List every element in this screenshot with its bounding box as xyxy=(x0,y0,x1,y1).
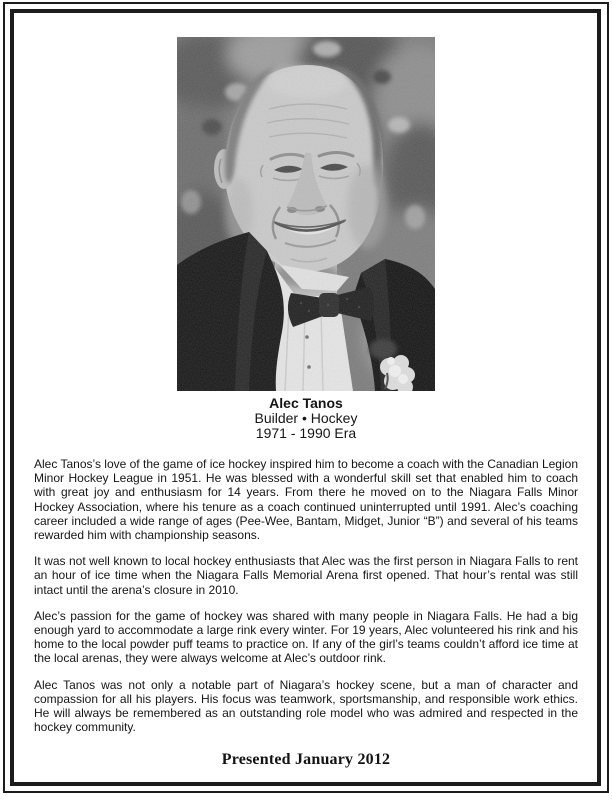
inductee-category: Builder • Hockey xyxy=(254,410,358,426)
biography-text xyxy=(34,457,578,734)
portrait-photo-graphic xyxy=(177,37,435,391)
portrait-photo xyxy=(177,37,435,391)
page-content xyxy=(34,14,578,781)
bio-paragraph-1: Alec Tanos’s love of the game of ice hockey inspired him to become a coach with the Canadian Legion Minor Hockey League in 1951. He was blessed with a wonderful skill set that enabled him to coach with great joy and enthusiasm for 14 years. From there he moved on to the Niagara Falls Minor Hockey Association, where his tenure as a coach continued uninterrupted until 1991. Alec’s coaching career included a wide range of ages (Pee-Wee, Bantam, Midget, Junior “B”) and several of his teams rewarded him with championship seasons. xyxy=(34,457,578,543)
bio-paragraph-2: It was not well known to local hockey enthusiasts that Alec was the first person in Niagara Falls to rent an hour of ice time when the Niagara Falls Memorial Arena first opened. That hour’s rental was still intact until the arena’s closure in 2010. xyxy=(34,554,578,597)
title-block xyxy=(34,396,578,441)
inductee-name: Alec Tanos xyxy=(269,395,343,411)
bio-paragraph-3: Alec’s passion for the game of hockey was shared with many people in Niagara Falls. He had a big enough yard to accommodate a large rink every winter. For 19 years, Alec volunteered his rink and his home to the local powder puff teams to practice on. If any of the girl’s teams couldn’t afford ice time at the local arenas, they were always welcome at Alec’s outdoor rink. xyxy=(34,608,578,666)
presented-date: Presented January 2012 xyxy=(221,751,391,768)
inductee-era: 1971 - 1990 Era xyxy=(255,425,357,441)
bio-paragraph-4: Alec Tanos was not only a notable part of Niagara’s hockey scene, but a man of character and compassion for all his players. His focus was teamwork, sportsmanship, and responsible work ethics. He will always be remembered as an outstanding role model who was admired and respected in the hockey community. xyxy=(34,677,578,735)
